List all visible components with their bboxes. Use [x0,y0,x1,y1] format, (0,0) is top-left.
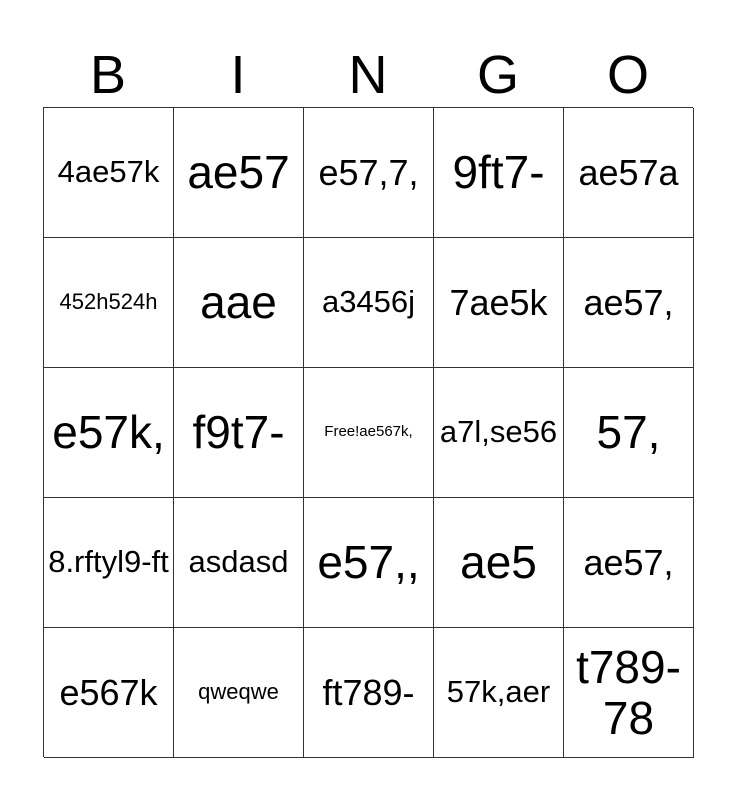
bingo-cell[interactable]: ae57, [564,238,694,368]
bingo-cell[interactable]: asdasd [174,498,304,628]
header-letter-o: O [606,44,649,105]
bingo-cell[interactable]: e57,7, [304,108,434,238]
header-letter-n: N [348,44,388,105]
bingo-board [43,107,693,757]
bingo-cell[interactable]: ae57, [564,498,694,628]
bingo-cell[interactable]: qweqwe [174,628,304,758]
bingo-cell[interactable]: 452h524h [44,238,174,368]
bingo-cell[interactable]: 8.rftyl9-ft [44,498,174,628]
header-letter-g: G [476,44,519,105]
bingo-cell[interactable]: 4ae57k [44,108,174,238]
bingo-cell[interactable]: f9t7- [174,368,304,498]
bingo-cell[interactable]: e57,, [304,498,434,628]
bingo-cell[interactable]: 57, [564,368,694,498]
bingo-cell[interactable]: ae57 [174,108,304,238]
bingo-cell[interactable]: a3456j [304,238,434,368]
header-letter-i: I [230,44,246,105]
bingo-cell[interactable]: t789-78 [564,628,694,758]
bingo-cell[interactable]: ae57a [564,108,694,238]
bingo-cell[interactable]: e567k [44,628,174,758]
bingo-cell[interactable]: ae5 [434,498,564,628]
bingo-header [43,40,693,107]
bingo-cell[interactable]: 9ft7- [434,108,564,238]
bingo-cell[interactable]: 7ae5k [434,238,564,368]
bingo-cell[interactable]: ft789- [304,628,434,758]
bingo-cell[interactable]: 57k,aer [434,628,564,758]
header-letter-b: B [89,44,127,105]
free-space-cell[interactable]: Free!ae567k, [304,368,434,498]
bingo-cell[interactable]: e57k, [44,368,174,498]
bingo-cell[interactable]: a7l,se56 [434,368,564,498]
bingo-cell[interactable]: aae [174,238,304,368]
